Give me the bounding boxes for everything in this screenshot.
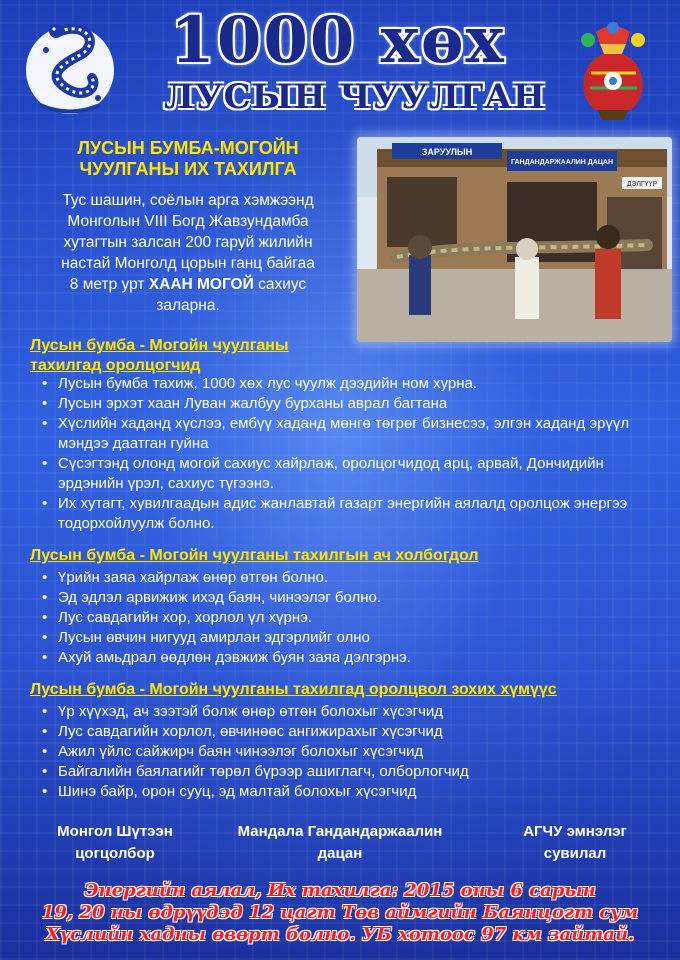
intro-heading — [28, 138, 348, 180]
organizer-agchu-clinic — [490, 821, 660, 865]
organizer-type: цогцолбор — [75, 845, 155, 862]
intro-text — [28, 190, 348, 316]
organizer-type: сувилал — [543, 845, 607, 862]
list-item: • Лус савдагийн хор, хорлол үл хүрнэ. — [30, 608, 670, 628]
event-details-line2: 19, 20 ны өдрүүдэд 12 цагт Төв аймгийн Баянцогт сум — [41, 902, 639, 923]
event-details — [0, 880, 680, 946]
header — [0, 0, 680, 125]
treasure-vase-icon — [566, 18, 661, 123]
intro-line: заларна. — [156, 297, 220, 314]
section3-heading: Лусын бумба - Могойн чуулганы тахилгад оролцвол зохих хүмүүс — [30, 681, 557, 698]
list-item: • Сүсэгтэнд олонд могой сахиус хайрлаж, оролцогчидод арц, арвай, Дончидийн эрдэнийн үрэл, сахиус түгээнэ. — [30, 454, 670, 494]
intro-line: Монголын VIII Богд Жавзундамба — [67, 213, 309, 230]
intro-heading-line2: ЧУУЛГАНЫ ИХ ТАХИЛГА — [79, 159, 297, 179]
event-details-line1: Энергийн аялал, Их тахилга: 2015 оны 6 сарын — [84, 880, 596, 901]
organizer-name: Монгол Шүтээн — [57, 823, 173, 840]
list-item: • Хүслийн хаданд хүслээ, ембүү хаданд мөнгө төгрөг бизнесээ, элгэн хаданд эрүүл мэндээ даатган гуйна — [30, 414, 670, 454]
organizers — [0, 821, 680, 867]
list-item: • Үрийн заяа хайрлаж өнөр өтгөн болно. — [30, 568, 670, 588]
list-item: • Лусын бумба тахиж, 1000 хөх лус чуулж дээдийн ном хурна. — [30, 374, 670, 394]
section1-heading-line2: тахилгад оролцогчид — [30, 357, 201, 374]
organizer-name: АГЧУ эмнэлэг — [523, 823, 627, 840]
intro-line5-pre: 8 метр урт — [69, 276, 145, 293]
section1-heading-line1: Лусын бумба - Могойн чуулганы — [30, 337, 289, 354]
section1-heading — [30, 336, 289, 376]
section1-list — [30, 374, 670, 534]
intro-line: настай Монголд цорын ганц байгаа — [61, 255, 315, 272]
list-item: • Лусын эрхэт хаан Луван жалбуу бурханы аврал багтана — [30, 394, 670, 414]
photo-sign-main: ГАНДАНДАРЖААЛИН ДАЦАН — [510, 159, 614, 166]
photo-sign-top: ЗАРУУЛЫН — [421, 147, 473, 157]
section3-list — [30, 702, 670, 802]
list-item: • Ажил үйлс сайжирч баян чинээлэг болохыг хүсэгчид — [30, 742, 670, 762]
list-item: • Лус савдагийн хорлол, өвчинөөс ангижирахыг хүсэгчид — [30, 722, 670, 742]
masked-dancer — [595, 225, 621, 319]
list-item: • Шинэ байр, орон сууц, эд малтай болохыг хүсэгчид — [30, 782, 670, 802]
ceremony-photo — [357, 137, 672, 342]
organizer-mandala-datsan — [210, 821, 470, 865]
khaan-mogoi-highlight: ХААН МОГОЙ — [148, 276, 254, 293]
section2-list — [30, 568, 670, 668]
list-item: • Байгалийн баялагийг төрөл бүрээр ашиглагч, олборлогчид — [30, 762, 670, 782]
intro-line5-post: сахиус — [258, 276, 307, 293]
organizer-mongol-shuteen — [20, 821, 210, 865]
intro-heading-line1: ЛУСЫН БУМБА-МОГОЙН — [77, 138, 299, 158]
organizer-name: Мандала Гандандаржаалин — [237, 823, 443, 840]
intro-line: хутагтын залсан 200 гаруй жилийн — [63, 234, 313, 251]
poster-subtitle: ЛУСЫН ЧУУЛГАН — [163, 77, 547, 117]
intro-line: Тус шашин, соёлын арга хэмжээнд — [62, 192, 314, 209]
masked-dancer — [408, 235, 432, 315]
photo-sign-right: ДЭЛГҮҮР — [626, 181, 658, 188]
intro-line — [28, 274, 348, 295]
event-details-line3: Хүслийн хадны өвөрт болно. УБ хотоос 97 км зайтай. — [45, 924, 635, 945]
list-item: • Лусын өвчин нигууд амирлан эдгэрлийг олно — [30, 628, 670, 648]
list-item: • Эд эдлэл арвижиж ихэд баян, чинээлэг болно. — [30, 588, 670, 608]
list-item: • Ахуй амьдрал өөдлөн дэвжиж буян заяа дэлгэрнэ. — [30, 648, 670, 668]
section2-heading: Лусын бумба - Могойн чуулганы тахилгын ач холбогдол — [30, 547, 479, 564]
snake-emblem-icon — [18, 10, 123, 120]
organizer-type: дацан — [317, 845, 363, 862]
list-item: • Үр хүүхэд, ач зээтэй болж өнөр өтгөн болохыг хүсэгчид — [30, 702, 670, 722]
list-item: • Их хутагт, хувилгаадын адис жанлавтай газарт энергийн аялалд оролцож энергээ тодорхойлуулж болно. — [30, 494, 670, 534]
poster-title: 1000 хөх — [170, 3, 506, 78]
masked-dancer — [515, 238, 539, 319]
